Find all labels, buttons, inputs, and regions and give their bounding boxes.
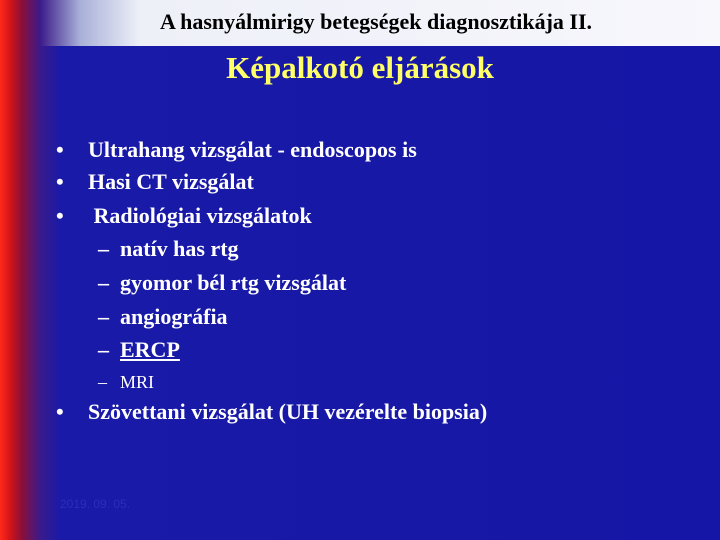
bullet-marker: • (56, 203, 64, 228)
sub-item-dash: – (98, 236, 109, 261)
sub-item-nativ-has-rtg: natív has rtg (120, 236, 239, 261)
slide-subtitle: Képalkotó eljárások (226, 50, 494, 85)
bullet-szovettani: Szövettani vizsgálat (UH vezérelte biopsia) (88, 399, 488, 424)
bullet-marker: • (56, 137, 64, 162)
sub-item-gyomor-bel-rtg: gyomor bél rtg vizsgálat (120, 270, 347, 295)
sub-item-dash: – (98, 372, 107, 392)
bullet-radiologiai: Radiológiai vizsgálatok (88, 203, 312, 228)
bullet-marker: • (56, 169, 64, 194)
bullet-marker: • (56, 399, 64, 424)
sub-item-dash: – (98, 270, 109, 295)
bullet-ultrahang: Ultrahang vizsgálat - endoscopos is (88, 137, 417, 162)
footer-date: 2019. 09. 05. (60, 497, 131, 511)
slide-title: A hasnyálmirigy betegségek diagnosztikája II. (159, 9, 593, 34)
bullet-hasi-ct: Hasi CT vizsgálat (88, 169, 254, 194)
sub-item-dash: – (98, 304, 109, 329)
sub-item-mri: MRI (120, 372, 155, 392)
sub-item-dash: – (98, 337, 109, 362)
sub-item-ercp-link[interactable]: ERCP (120, 337, 180, 362)
sub-item-angiografia: angiográfia (120, 304, 228, 329)
